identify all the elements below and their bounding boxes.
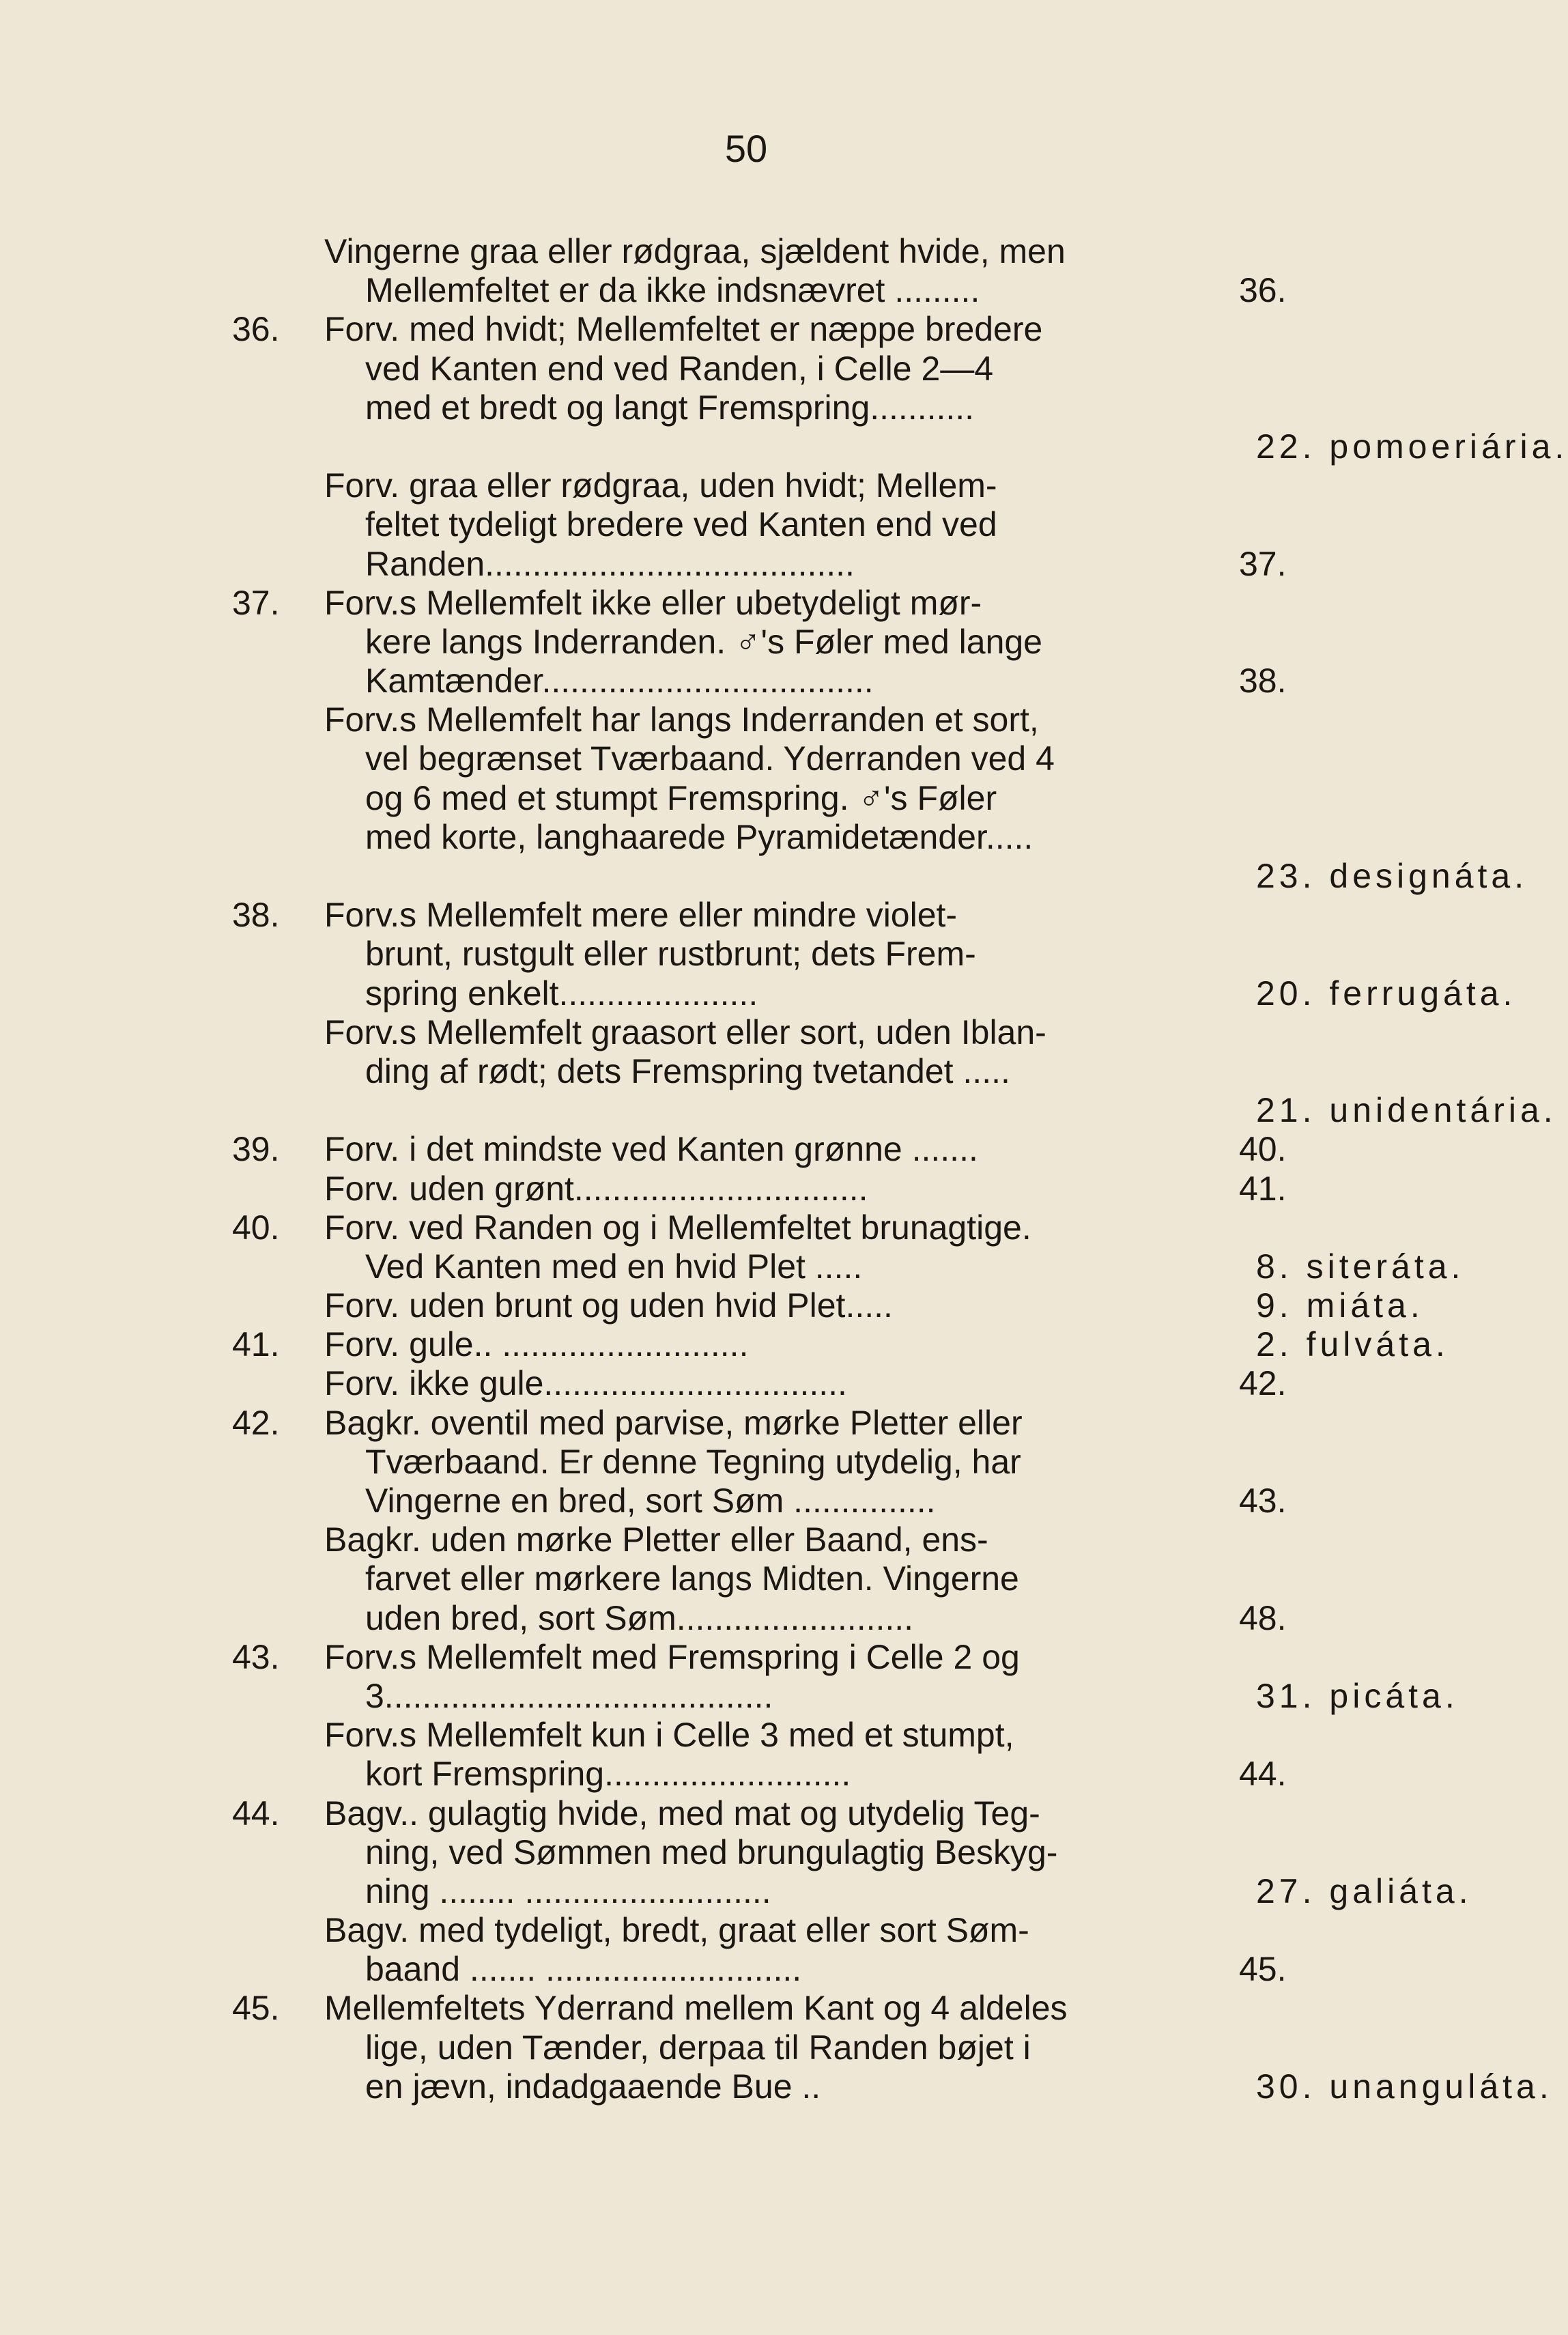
key-line [232, 739, 1365, 778]
key-line [232, 427, 1568, 466]
key-text: Mellemfeltets Yderrand mellem Kant og 4 aldeles [324, 1989, 1068, 2028]
key-line [232, 623, 1365, 662]
key-line [232, 1443, 1365, 1482]
species-name: 21. unidentária. [1256, 1091, 1557, 1130]
key-line [232, 310, 1365, 349]
key-text: en jævn, indadgaaende Bue .. [365, 2067, 821, 2106]
key-line [232, 1052, 1365, 1091]
key-text: lige, uden Tænder, derpaa til Randen bøjet i [365, 2028, 1031, 2067]
key-text: ning, ved Sømmen med brungulagtig Beskyg- [365, 1832, 1058, 1871]
key-line [232, 1989, 1365, 2028]
key-line [232, 545, 1365, 584]
species-name: 27. galiáta. [1256, 1871, 1472, 1910]
key-line [232, 1482, 1365, 1520]
key-text: Bagv. med tydeligt, bredt, graat eller sort Søm- [324, 1911, 1029, 1950]
key-line [232, 1755, 1365, 1794]
couplet-reference: 48. [1239, 1598, 1287, 1637]
key-text: Randen....................................... [365, 544, 855, 583]
key-line [232, 1520, 1365, 1559]
key-text: Forv. graa eller rødgraa, uden hvidt; Mellem- [324, 466, 997, 505]
key-line [232, 1286, 1424, 1325]
couplet-reference: 41. [1239, 1169, 1287, 1208]
couplet-reference: 44. [1239, 1755, 1287, 1794]
key-text: Tværbaand. Er denne Tegning utydelig, har [365, 1442, 1021, 1481]
key-line [232, 1833, 1365, 1872]
key-text: brunt, rustgult eller rustbrunt; dets Frem- [365, 935, 976, 974]
species-name: 8. siteráta. [1256, 1247, 1465, 1286]
species-name: 22. pomoeriária. [1256, 427, 1568, 466]
couplet-reference: 37. [1239, 544, 1287, 583]
key-line [232, 818, 1365, 857]
key-line [232, 935, 1365, 974]
key-line [232, 388, 1365, 427]
key-line [232, 584, 1365, 623]
couplet-number: 42. [232, 1403, 280, 1442]
key-line [232, 2067, 1553, 2106]
key-text: Forv. ved Randen og i Mellemfeltet brunagtige. [324, 1208, 1031, 1247]
page-number: 50 [724, 127, 768, 170]
species-name: 31. picáta. [1256, 1676, 1459, 1715]
key-text: Forv.s Mellemfelt har langs Inderranden et sort, [324, 700, 1039, 739]
key-line [232, 350, 1365, 388]
key-text: Forv. gule.. .......................... [324, 1325, 749, 1364]
key-line [232, 700, 1365, 739]
species-name: 30. unanguláta. [1256, 2067, 1553, 2106]
species-name: 20. ferrugáta. [1256, 974, 1517, 1013]
key-line [232, 1676, 1459, 1716]
species-name: 9. miáta. [1256, 1286, 1424, 1325]
key-text: baand ....... ........................... [365, 1950, 802, 1989]
key-line [232, 1794, 1365, 1833]
key-text: Forv. uden grønt............................... [324, 1169, 868, 1208]
couplet-number: 37. [232, 583, 280, 622]
key-line [232, 1091, 1557, 1130]
couplet-reference: 43. [1239, 1482, 1287, 1520]
key-text: Bagkr. oventil med parvise, mørke Pletter eller [324, 1403, 1023, 1442]
couplet-number: 43. [232, 1637, 280, 1676]
key-text: Bagv.. gulagtig hvide, med mat og utydelig Teg- [324, 1794, 1040, 1832]
couplet-reference: 42. [1239, 1364, 1287, 1403]
key-line [232, 1247, 1465, 1286]
key-text: uden bred, sort Søm......................... [365, 1598, 914, 1637]
key-text: Forv. ikke gule................................ [324, 1364, 847, 1403]
key-text: Forv. med hvidt; Mellemfeltet er næppe bredere [324, 310, 1043, 349]
key-line [232, 974, 1517, 1013]
identification-key [232, 232, 1568, 2106]
key-line [232, 2028, 1365, 2067]
key-text: Kamtænder................................... [365, 662, 874, 700]
key-text: Bagkr. uden mørke Pletter eller Baand, ens- [324, 1520, 988, 1559]
key-text: Forv.s Mellemfelt graasort eller sort, uden Iblan- [324, 1013, 1046, 1051]
key-text: Forv.s Mellemfelt ikke eller ubetydeligt mør- [324, 583, 982, 622]
key-line [232, 271, 1365, 310]
key-text: kere langs Inderranden. ♂'s Føler med lange [365, 622, 1042, 661]
key-line [232, 1404, 1365, 1443]
key-text: farvet eller mørkere langs Midten. Vingerne [365, 1559, 1019, 1598]
key-line [232, 466, 1365, 505]
key-line [232, 662, 1365, 700]
key-line [232, 1130, 1365, 1169]
key-text: Forv. uden brunt og uden hvid Plet..... [324, 1286, 893, 1325]
couplet-reference: 38. [1239, 662, 1287, 700]
key-line [232, 1325, 1449, 1364]
couplet-number: 41. [232, 1325, 280, 1364]
key-line [232, 232, 1365, 271]
key-text: Mellemfeltet er da ikke indsnævret ......... [365, 271, 980, 310]
key-text: ding af rødt; dets Fremspring tvetandet ..... [365, 1051, 1010, 1090]
key-line [232, 505, 1365, 544]
couplet-reference: 36. [1239, 271, 1287, 310]
key-line [232, 1013, 1365, 1052]
couplet-number: 36. [232, 310, 280, 349]
key-line [232, 1208, 1365, 1247]
key-line [232, 1950, 1365, 1989]
key-line [232, 857, 1528, 896]
key-text: og 6 med et stumpt Fremspring. ♂'s Føler [365, 778, 997, 817]
key-text: vel begrænset Tværbaand. Yderranden ved 4 [365, 739, 1055, 778]
key-text: Forv.s Mellemfelt mere eller mindre violet- [324, 896, 958, 935]
couplet-number: 45. [232, 1989, 280, 2028]
key-text: Vingerne graa eller rødgraa, sjældent hvide, men [324, 232, 1066, 270]
key-text: Ved Kanten med en hvid Plet ..... [365, 1247, 863, 1286]
key-text: med et bredt og langt Fremspring........... [365, 388, 975, 427]
species-name: 23. designáta. [1256, 857, 1528, 895]
key-text: ning ........ .......................... [365, 1871, 771, 1910]
couplet-number: 44. [232, 1794, 280, 1832]
couplet-number: 39. [232, 1130, 280, 1169]
key-line [232, 1599, 1365, 1638]
key-text: 3......................................... [365, 1676, 773, 1715]
key-text: Forv. i det mindste ved Kanten grønne ....... [324, 1130, 978, 1169]
key-line [232, 1716, 1365, 1755]
key-text: spring enkelt..................... [365, 974, 758, 1013]
key-line [232, 1871, 1472, 1911]
key-line [232, 1170, 1365, 1208]
key-text: kort Fremspring.......................... [365, 1755, 851, 1794]
couplet-reference: 40. [1239, 1130, 1287, 1169]
couplet-number: 38. [232, 896, 280, 935]
key-line [232, 1911, 1365, 1950]
key-line [232, 779, 1365, 818]
key-text: ved Kanten end ved Randen, i Celle 2—4 [365, 349, 994, 388]
species-name: 2. fulváta. [1256, 1325, 1449, 1364]
key-line [232, 1638, 1365, 1677]
key-line [232, 1559, 1365, 1598]
key-line [232, 896, 1365, 935]
key-text: Vingerne en bred, sort Søm ............... [365, 1482, 936, 1520]
key-text: med korte, langhaarede Pyramidetænder..... [365, 817, 1034, 856]
key-text: Forv.s Mellemfelt med Fremspring i Celle 2 og [324, 1637, 1020, 1676]
key-text: Forv.s Mellemfelt kun i Celle 3 med et stumpt, [324, 1716, 1014, 1755]
key-line [232, 1364, 1365, 1403]
couplet-reference: 45. [1239, 1950, 1287, 1989]
key-text: feltet tydeligt bredere ved Kanten end ved [365, 505, 997, 544]
couplet-number: 40. [232, 1208, 280, 1247]
